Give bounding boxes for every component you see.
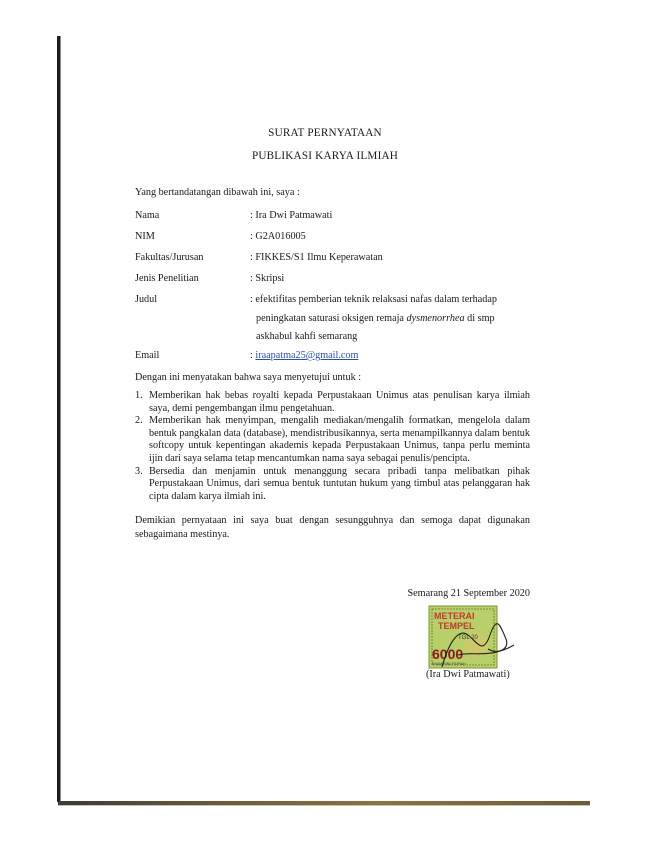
field-value-judul-line1: : efektifitas pemberian teknik relaksasi nafas dalam terhadap [250, 294, 497, 305]
stamp-sublabel: ENAM RIBU RUPIAH [432, 662, 466, 666]
place-date: Semarang 21 September 2020 [407, 588, 530, 599]
field-value-judul-line2: peningkatan saturasi oksigen remaja dysmenorrhea di smp [256, 313, 495, 324]
list-item-text: Memberikan hak menyimpan, mengalih mediakan/mengalih formatkan, mengelola dalam bentuk pangkalan data (database), mendistribusikannya, serta menampilkannya dalam bentuk softcopy untuk kepentingan akademis kepada Perpustakaan Unimus, tanpa perlu meminta ijin dari saya selama tetap mencantumkan nama saya sebagai penulis/pencipta. [149, 415, 530, 464]
list-item: 1. Memberikan hak bebas royalti kepada Perpustakaan Unimus atas penulisan karya ilmiah saya, demi pengembangan ilmu pengetahuan. [135, 390, 530, 414]
field-value-nim: : G2A016005 [250, 231, 306, 242]
list-item: 3. Bersedia dan menjamin untuk menanggung secara pribadi tanpa melibatkan pihak Perpustakaan Unimus, dari semua bentuk tuntutan hukum yang timbul atas pelanggaran hak cipta dalam karya ilmiah ini. [135, 465, 530, 502]
intro-text: Yang bertandatangan dibawah ini, saya : [135, 187, 300, 198]
field-label-nim: NIM [135, 231, 155, 242]
list-item-text: Bersedia dan menjamin untuk menanggung secara pribadi tanpa melibatkan pihak Perpustakaan Unimus, dari semua bentuk tuntutan hukum yang timbul atas pelanggaran hak cipta dalam karya ilmiah ini. [149, 465, 530, 502]
field-label-email: Email [135, 350, 160, 361]
stamp-text-line2: TEMPEL [438, 621, 475, 631]
field-value-email: : iraapatma25@gmail.com [250, 350, 359, 361]
document-title: SURAT PERNYATAAN [268, 127, 382, 139]
field-value-jenis: : Skripsi [250, 273, 285, 284]
stamp-value: 6000 [432, 646, 464, 662]
stamp-text-line1: METERAI [434, 611, 475, 621]
scan-edge-bottom-shadow [58, 805, 590, 806]
field-label-judul: Judul [135, 294, 158, 305]
field-value-judul-line3: askhabul kahfi semarang [256, 331, 358, 342]
meterai-stamp [428, 605, 518, 669]
email-link[interactable]: iraapatma25@gmail.com [255, 350, 359, 361]
field-value-nama: : Ira Dwi Patmawati [250, 210, 333, 221]
field-label-fakultas: Fakultas/Jurusan [135, 252, 204, 263]
document-subtitle: PUBLIKASI KARYA ILMIAH [251, 150, 399, 162]
field-label-jenis: Jenis Penelitian [135, 273, 199, 284]
field-value-fakultas: : FIKKES/S1 Ilmu Keperawatan [250, 252, 383, 263]
closing-text: Demikian pernyataan ini saya buat dengan sesungguhnya dan semoga dapat digunakan sebagaimana mestinya. [135, 515, 530, 540]
list-item-text: Memberikan hak bebas royalti kepada Perpustakaan Unimus atas penulisan karya ilmiah saya, demi pengembangan ilmu pengetahuan. [149, 390, 530, 414]
agreement-intro: Dengan ini menyatakan bahwa saya menyetujui untuk : [135, 372, 362, 383]
field-label-nama: Nama [135, 210, 160, 221]
list-item: 2. Memberikan hak menyimpan, mengalih mediakan/mengalih formatkan, mengelola dalam bentuk pangkalan data (database), mendistribusikannya, serta menampilkannya dalam bentuk softcopy untuk kepentingan akademis kepada Perpustakaan Unimus, tanpa perlu meminta ijin dari saya selama tetap mencantumkan nama saya sebagai penulis/pencipta. [135, 415, 530, 464]
italic-term: dysmenorrhea [406, 313, 465, 324]
signer-name: (Ira Dwi Patmawati) [426, 669, 510, 680]
agreement-list [135, 390, 530, 503]
stamp-code: TGL 20 [458, 635, 478, 641]
